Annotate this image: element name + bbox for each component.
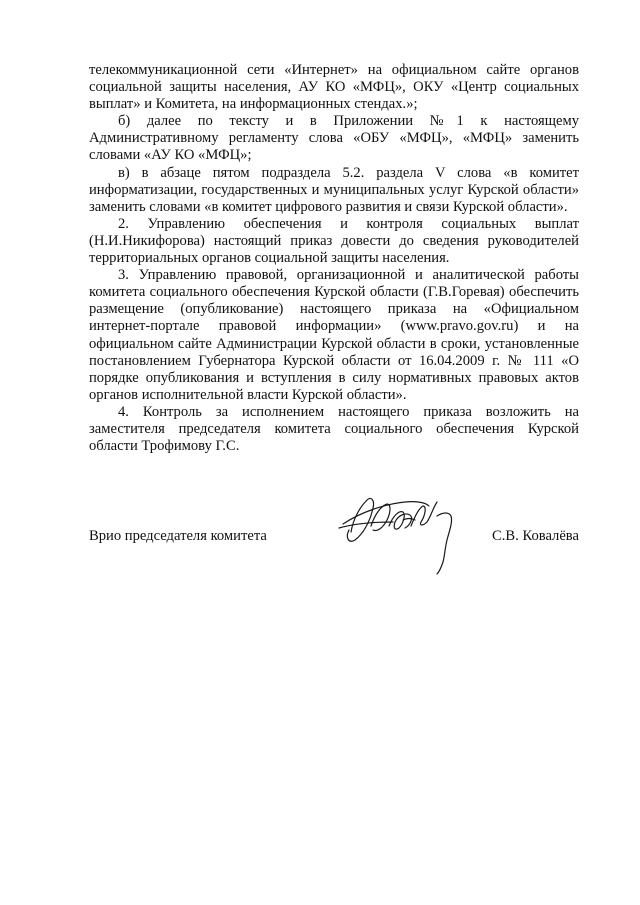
document-body [89,62,579,455]
paragraph-item-v: в) в абзаце пятом подраздела 5.2. раздела V слова «в комитет информатизации, государственных и муниципальных услуг Курской области» заменить словами «в комитет цифрового развития и связи Курской области». [89,164,579,215]
paragraph-3: 3. Управлению правовой, организационной и аналитической работы комитета социального обеспечения Курской области (Г.В.Горевая) обеспечить размещение (опубликование) настоящего приказа на «Официальном интернет-портале правовой информации» (www.pravo.gov.ru) и на официальном сайте Администрации Курской области в сроки, установленные постановлением Губернатора Курской области от 16.04.2009 г. № 111 «О порядке опубликования и вступления в силу нормативных правовых актов органов исполнительной власти Курской области». [89,267,579,403]
handwritten-signature [333,482,473,578]
signatory-name: С.В. Ковалёва [492,528,579,544]
paragraph-4: 4. Контроль за исполнением настоящего приказа возложить на заместителя председателя комитета социального обеспечения Курской области Трофимову Г.С. [89,403,579,455]
paragraph-2: 2. Управлению обеспечения и контроля социальных выплат (Н.И.Никифорова) настоящий приказ довести до сведения руководителей территориальных органов социальной защиты населения. [89,215,579,267]
paragraph-continuation: телекоммуникационной сети «Интернет» на официальном сайте органов социальной защиты населения, АУ КО «МФЦ», ОКУ «Центр социальных выплат» и Комитета, на информационных стендах.»; [89,62,579,113]
signatory-title: Врио председателя комитета [89,528,267,544]
paragraph-item-b: б) далее по тексту и в Приложении №1 к настоящему Административному регламенту слова «ОБУ «МФЦ», «МФЦ» заменить словами «АУ КО «МФЦ»; [89,113,579,164]
